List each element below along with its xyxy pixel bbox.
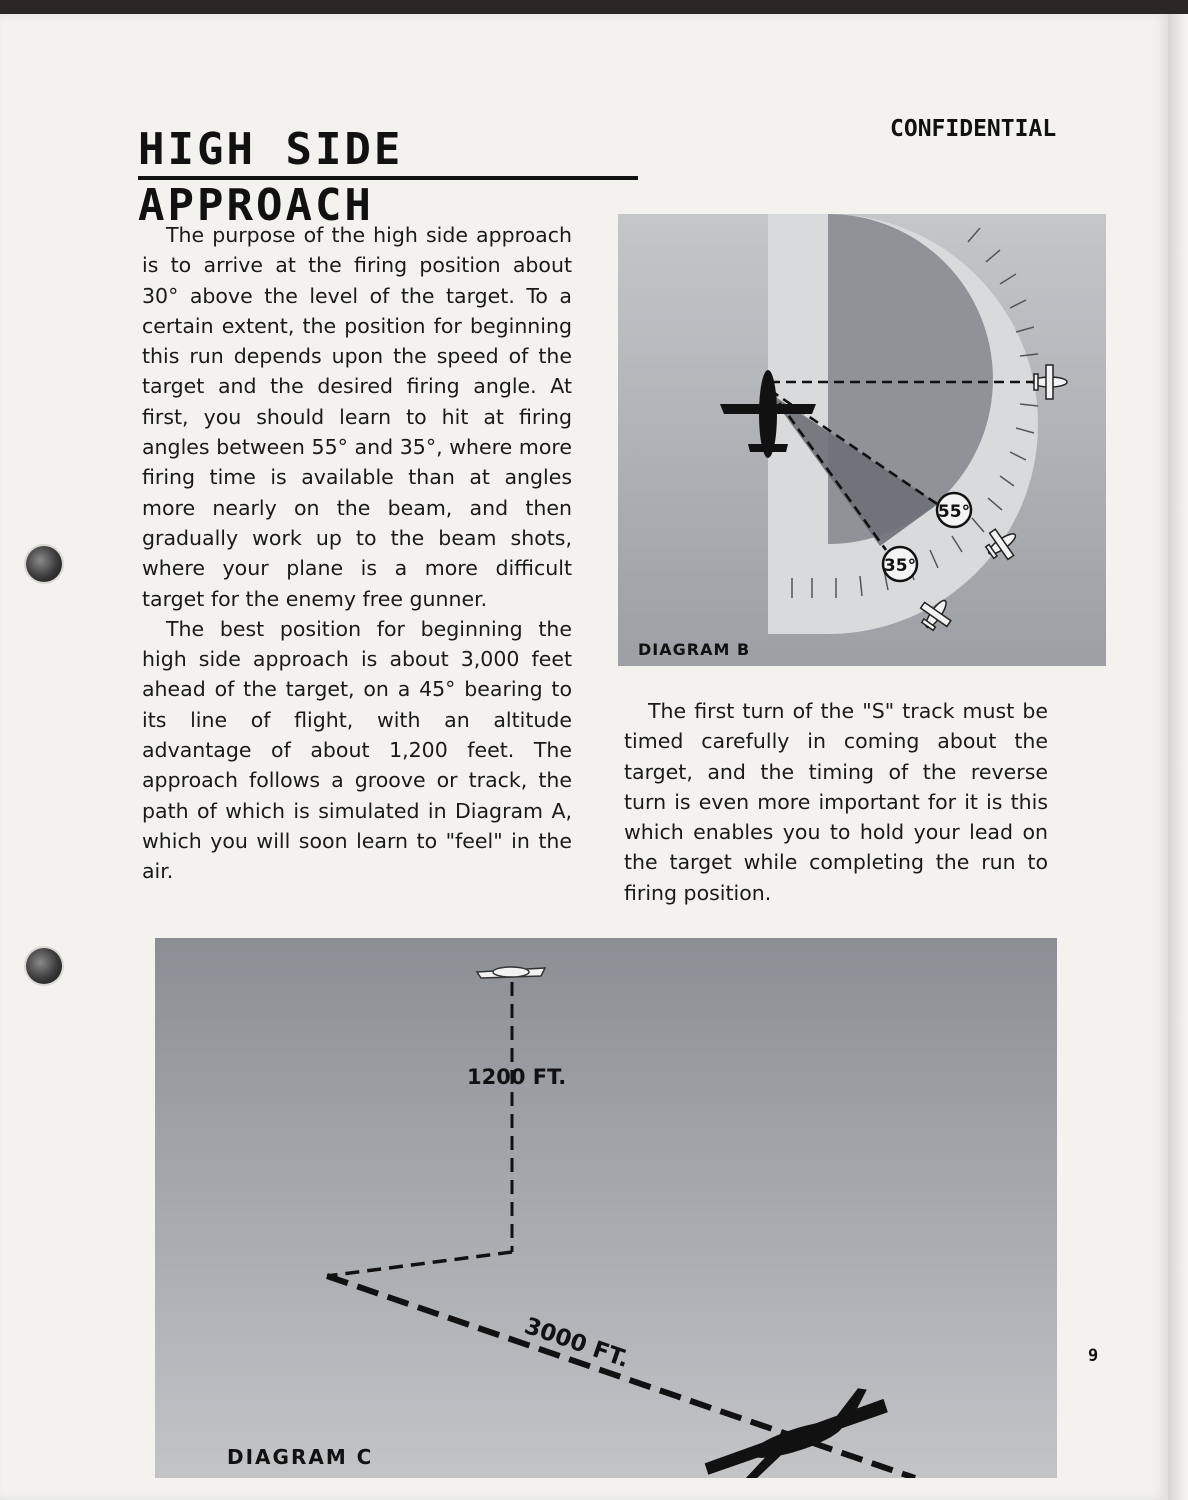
page-title: HIGH SIDE APPROACH bbox=[138, 124, 404, 231]
diagram-c-background bbox=[155, 938, 1057, 1478]
altitude-label: 1200 FT. bbox=[467, 1065, 567, 1089]
svg-text:55°: 55° bbox=[937, 502, 971, 522]
diagram-b bbox=[618, 214, 1106, 666]
angle-marker-35 bbox=[883, 547, 917, 581]
title-underline bbox=[138, 176, 638, 180]
angle-marker-55 bbox=[937, 493, 971, 527]
paragraph: The first turn of the "S" track must be timed carefully in coming about the target, and the timing of the reverse turn is even more important for it is this which enables you to hold your lead on the target while completing the run to firing position. bbox=[624, 699, 1048, 905]
classification-label: CONFIDENTIAL bbox=[890, 116, 1057, 142]
left-text-column bbox=[142, 220, 572, 887]
svg-text:35°: 35° bbox=[883, 556, 917, 576]
right-text-column bbox=[624, 696, 1048, 908]
diagram-b-label: DIAGRAM B bbox=[638, 640, 751, 659]
page-number: 9 bbox=[1088, 1346, 1099, 1366]
binder-hole-icon bbox=[26, 948, 62, 984]
paragraph: The purpose of the high side approach is to arrive at the firing position about 30° above the level of the target. To a certain extent, the position for beginning this run depends upon the speed of the target and the desired firing angle. At first, you should learn to hit at firing angles between 55° and 35°, where more firing time is available than at angles more nearly on the beam, and then gradually work up to the beam shots, where your plane is a more difficult target for the enemy free gunner. bbox=[142, 223, 572, 611]
diagram-c-label: DIAGRAM C bbox=[227, 1445, 374, 1469]
page-edge bbox=[1168, 14, 1188, 1500]
paragraph: The best position for beginning the high side approach is about 3,000 feet ahead of the target, on a 45° bearing to its line of flight, with an altitude advantage of about 1,200 feet. The approach follows a groove or track, the path of which is simulated in Diagram A, which you will soon learn to "feel" in the air. bbox=[142, 616, 572, 884]
distance-label: 3000 FT. bbox=[521, 1313, 633, 1374]
binder-hole-icon bbox=[26, 546, 62, 582]
diagram-c bbox=[155, 938, 1057, 1478]
